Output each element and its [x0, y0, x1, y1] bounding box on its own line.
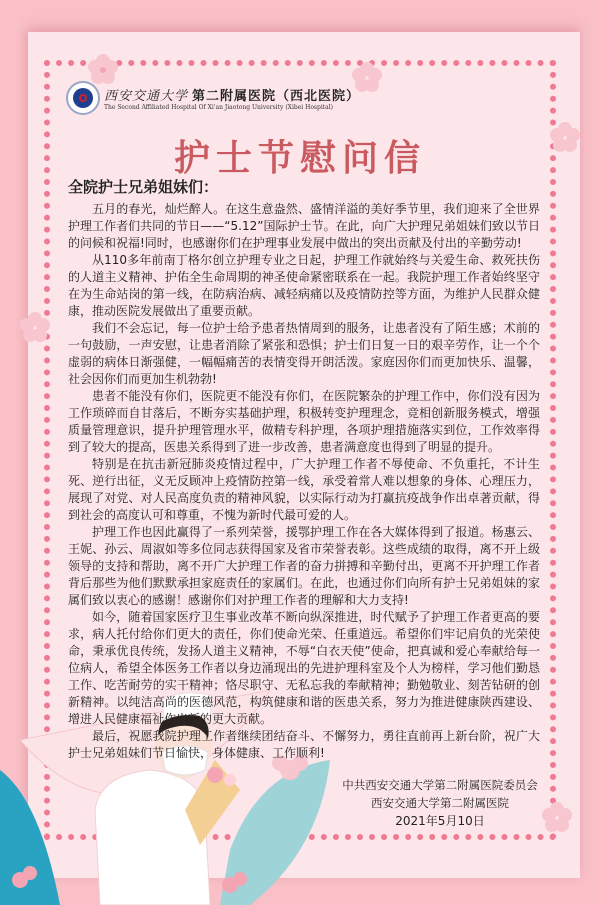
signature-date: 2021年5月10日: [395, 814, 485, 828]
paragraph: 如今，随着国家医疗卫生事业改革不断向纵深推进，时代赋予了护理工作者更高的要求，病人托付给你们更大的责任，你们使命光荣、任重道远。希望你们牢记肩负的光荣使命，秉承优良传统，发扬人道主义精神，不辱“白衣天使”使命，把真诚和爱心奉献给每一位病人，希望全体医务工作者以身边涌现出的先进护理科室及个人为榜样，学习他们勤恳工作、吃苦耐劳的实干精神；恪尽职守、无私忘我的奉献精神；勤勉敬业、刻苦钻研的创新精神。以纯洁高尚的医德风范，构筑健康和谐的医患关系，努力为推进健康陕西建设、增进人民健康福祉作出新的更大贡献。: [68, 610, 540, 726]
letter-content: [68, 176, 540, 830]
paragraph: 护理工作也因此赢得了一系列荣誉，援鄂护理工作在各大媒体得到了报道。杨惠云、王妮、孙云、周淑如等多位同志获得国家及省市荣誉表彰。这些成绩的取得，离不开上级领导的支持和帮助，离不开广大护理工作者的奋力拼搏和辛勤付出，更离不开护理工作者背后那些为他们默默承担家庭责任的家属们。在此，也通过你们向所有护士兄弟姐妹的家属们致以衷心的感谢！感谢你们对护理工作者的理解和大力支持!: [68, 525, 540, 607]
paragraph: 最后，祝愿我院护理工作者继续团结奋斗、不懈努力，勇往直前再上新台阶，祝广大护士兄弟姐妹们节日愉快，身体健康、工作顺利!: [68, 729, 540, 760]
paragraph: 患者不能没有你们，医院更不能没有你们，在医院繁杂的护理工作中，你们没有因为工作琐碎而自甘落后，不断夯实基础护理，积极转变护理理念，竞相创新服务模式，增强质量管理意识，提升护理管理水平，做精专科护理，各项护理措施落实到位，工作效率得到了较大的提高，医患关系得到了进一步改善，患者满意度也得到了明显的提升。: [68, 389, 540, 454]
paragraph: 我们不会忘记，每一位护士给予患者热情周到的服务，让患者没有了陌生感；术前的一句鼓励，一声安慰，让患者消除了紧张和恐惧；护士们日复一日的艰辛劳作，让一个个虚弱的病体日渐强健，一幅幅痛苦的表情变得开朗活泼。家庭因你们而更加快乐、温馨，社会因你们而更加生机勃勃!: [68, 321, 540, 386]
flower-icon: [18, 310, 52, 344]
letter-body: [68, 201, 540, 762]
hospital-name-cn: 第二附属医院（西北医院）: [192, 89, 361, 104]
hospital-logo: [66, 81, 360, 115]
hospital-name-en: The Second Affiliated Hospital Of Xi'an Jiaotong University (Xibei Hospital): [104, 104, 334, 111]
signature-committee: 中共西安交通大学第二附属医院委员会: [342, 778, 538, 792]
paragraph: 五月的春光，灿烂醉人。在这生意盎然、盛情洋溢的美好季节里，我们迎来了全世界护理工作者们共同的节日——“5.12”国际护士节。在此，向广大护理兄弟姐妹们致以节日的问候和祝福!同时，也感谢你们在护理事业发展中做出的突出贡献及付出的辛勤劳动!: [68, 202, 540, 250]
hospital-seal-icon: [66, 81, 100, 115]
signature: [340, 776, 540, 830]
flower-icon: [540, 800, 574, 834]
signature-hospital: 西安交通大学第二附属医院: [371, 796, 509, 810]
paragraph: 特别是在抗击新冠肺炎疫情过程中，广大护理工作者不辱使命、不负重托，不计生死、逆行出征，义无反顾冲上疫情防控第一线，承受着常人难以想象的身体、心理压力，展现了对党、对人民高度负责的精神风貌，以实际行动为打赢抗疫战争作出卓著贡献，得到社会的高度认可和尊重，不愧为新时代最可爱的人。: [68, 457, 540, 522]
letter-title: 护士节慰问信: [173, 138, 426, 179]
paragraph: 从110多年前南丁格尔创立护理专业之日起，护理工作就始终与关爱生命、救死扶伤的人道主义精神、护佑全生命周期的神圣使命紧密联系在一起。我院护理工作者始终坚守在为生命站岗的第一线，在防病治病、减轻病痛以及疫情防控等方面，为维护人民群众健康，推动医院发展做出了重要贡献。: [68, 253, 540, 318]
university-name: 西安交通大学: [104, 89, 189, 104]
leaf-icon: [0, 770, 60, 905]
greeting: 全院护士兄弟姐妹们：: [68, 178, 219, 196]
